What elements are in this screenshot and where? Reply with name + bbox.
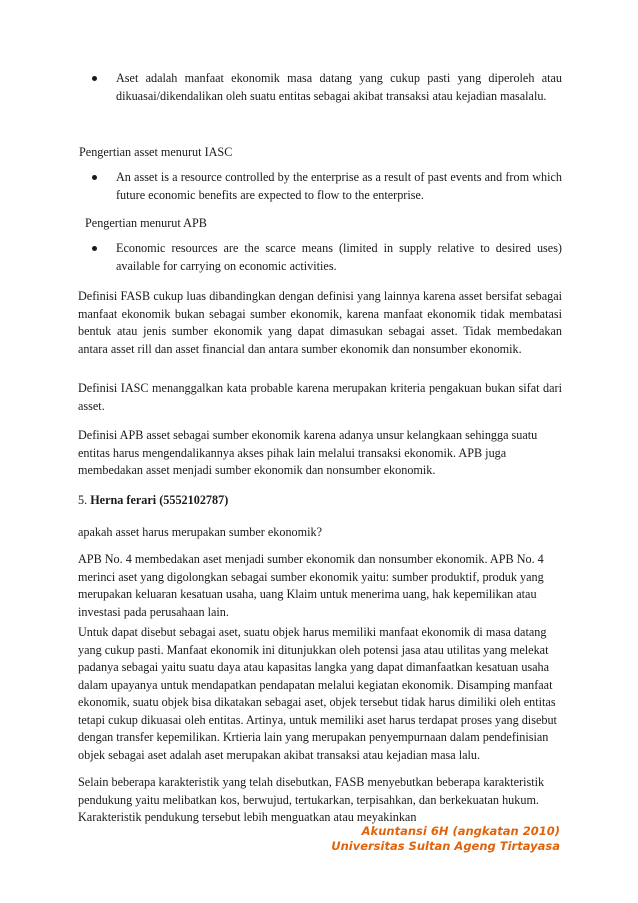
answer-paragraph-2: Untuk dapat disebut sebagai aset, suatu objek harus memiliki manfaat ekonomik di masa datang yang cukup pasti. Manfaat ekonomik ini ditunjukkan oleh potensi jasa atau utilitas yang melekat padanya sebagai yaitu suatu daya atau kapasitas langka yang dapat dimanfaatkan kesatuan usaha dalam upayanya untuk mendapatkan pendapatan melalui kegiatan ekonomik. Disamping manfaat ekonomik, suatu objek bisa dikatakan sebagai aset, objek tersebut tidak harus dimiliki oleh entitas tetapi cukup dikuasai oleh entitas. Artinya, untuk memiliki aset harus terdapat proses yang disebut dengan transfer kepemilikan. Krtieria lain yang merupakan penyempurnaan dalam pendefinisian objek sebagai aset adalah aset merupakan akibat transaksi atau kejadian masa lalu.: [78, 625, 557, 762]
section-author: Herna ferari (5552102787): [90, 493, 229, 507]
bullet-icon: [92, 246, 97, 251]
section-heading: [78, 492, 228, 510]
paragraph-iasc: Definisi IASC menanggalkan kata probable karena merupakan kriteria pengakuan bukan sifat dari asset.: [78, 381, 562, 413]
asset-definition-fasb: Aset adalah manfaat ekonomik masa datang yang cukup pasti yang diperoleh atau dikuasai/dikendalikan oleh suatu entitas sebagai akibat transaksi atau kejadian masalalu.: [116, 71, 562, 103]
answer-paragraph-1: APB No. 4 membedakan aset menjadi sumber ekonomik dan nonsumber ekonomik. APB No. 4 merinci aset yang digolongkan sebagai sumber ekonomik yaitu: sumber produktif, produk yang merupakan keluaran kesatuan usaha, uang Klaim untuk menerima uang, hak kepemilikan atau investasi pada perusahaan lain.: [78, 552, 544, 619]
paragraph-apb: Definisi APB asset sebagai sumber ekonomik karena adanya unsur kelangkaan sehingga suatu entitas harus mengendalikannya akses pihak lain melalui transaksi ekonomik. APB juga membedakan asset menjadi sumber ekonomik dan nonsumber ekonomik.: [78, 428, 538, 477]
bullet-icon: [92, 175, 97, 180]
asset-definition-iasc: An asset is a resource controlled by the enterprise as a result of past events and from which future economic benefits are expected to flow to the enterprise.: [116, 170, 562, 202]
iasc-heading: Pengertian asset menurut IASC: [79, 145, 233, 159]
answer-paragraph-3: Selain beberapa karakteristik yang telah disebutkan, FASB menyebutkan beberapa karakteristik pendukung yaitu melibatkan kos, berwujud, tertukarkan, terpisahkan, dan berkekuatan hukum. Karakteristik pendukung tersebut lebih menguatkan atau meyakinkan: [78, 775, 545, 824]
footer-university: Universitas Sultan Ageng Tirtayasa: [331, 839, 560, 853]
apb-heading: Pengertian menurut APB: [85, 216, 207, 230]
bullet-icon: [92, 76, 97, 81]
page-footer: [331, 824, 560, 854]
section-number: 5.: [78, 493, 88, 507]
question-text: apakah asset harus merupakan sumber ekonomik?: [78, 525, 323, 539]
paragraph-fasb: Definisi FASB cukup luas dibandingkan dengan definisi yang lainnya karena asset bersifat sebagai manfaat ekonomik bukan sebagai sumber ekonomik, karena manfaat ekonomik tidak membatasi bentuk atau jenis sumber ekonomik yang dapat dimasukan sebagai asset. Tidak membedakan antara asset rill dan asset financial dan antara sumber ekonomik dan nonsumber ekonomik.: [78, 289, 562, 356]
footer-program: Akuntansi 6H (angkatan 2010): [361, 824, 560, 838]
asset-definition-apb: Economic resources are the scarce means (limited in supply relative to desired uses) available for carrying on economic activities.: [116, 241, 562, 273]
